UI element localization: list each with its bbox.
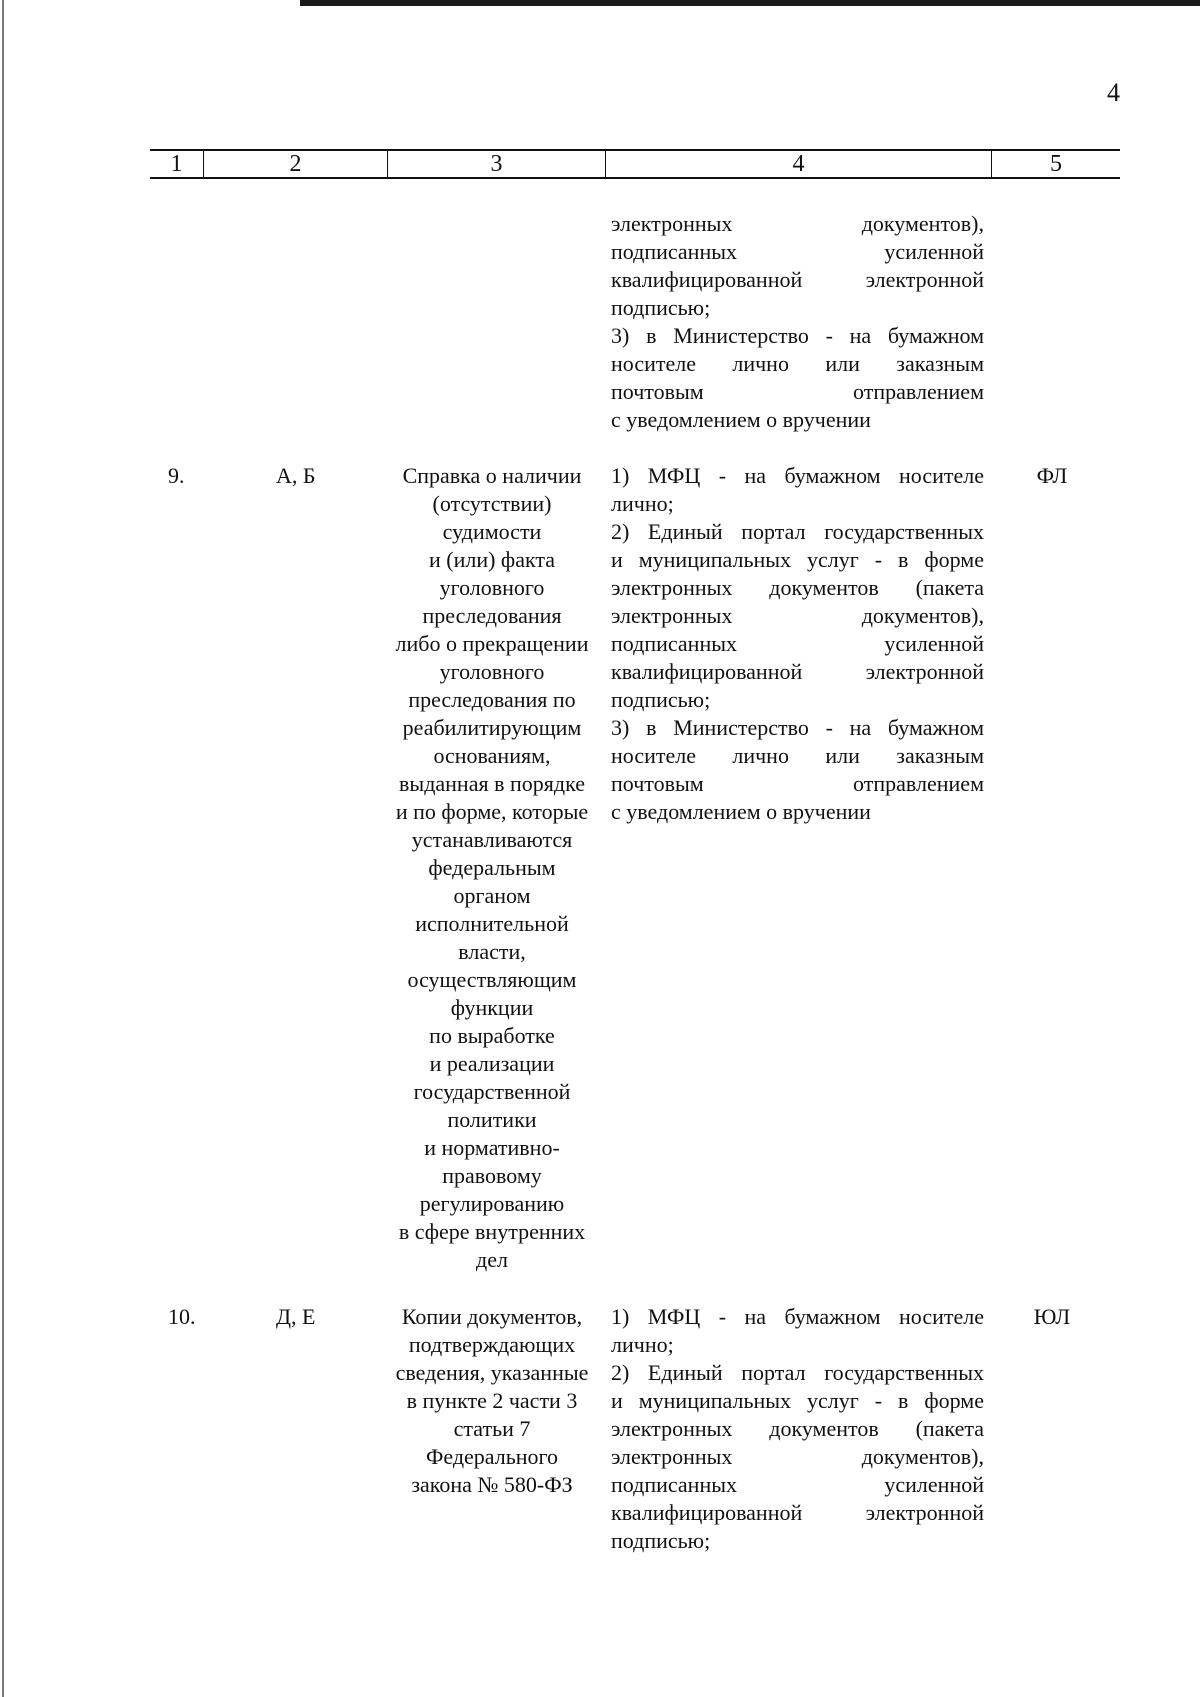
row-10-number: 10. <box>168 1304 196 1329</box>
text-line: исполнительной <box>415 911 569 936</box>
text-line: с уведомлением о вручении <box>611 799 871 824</box>
text-line: Федерального <box>425 1444 559 1469</box>
text-line: в пункте 2 части 3 <box>406 1388 578 1413</box>
text-line: и муниципальных услуг - в форме <box>611 547 984 572</box>
text-line: органом <box>453 883 531 908</box>
text-line: подписью; <box>611 1528 711 1553</box>
text-line: сведения, указанные <box>395 1360 589 1385</box>
text-line: закона № 580-ФЗ <box>411 1472 573 1497</box>
text-line: квалифицированной электронной <box>611 659 984 684</box>
text-line: Копии документов, <box>401 1304 583 1329</box>
text-line: осуществляющим <box>407 967 577 992</box>
text-line: дел <box>476 1247 508 1272</box>
text-line: квалифицированной электронной <box>611 1500 984 1525</box>
text-line: политики <box>447 1107 537 1132</box>
text-line: Справка о наличии <box>402 463 582 488</box>
text-line: почтовым отправлением <box>611 379 984 404</box>
text-line: 3) в Министерство - на бумажном <box>611 323 984 348</box>
text-line: власти, <box>458 939 526 964</box>
text-line: 1) МФЦ - на бумажном носителе <box>611 463 984 488</box>
text-line: устанавливаются <box>411 827 573 852</box>
text-line: подписанных усиленной <box>611 1472 984 1497</box>
text-line: почтовым отправлением <box>611 771 984 796</box>
text-line: реабилитирующим <box>402 715 582 740</box>
row-9-description <box>384 462 600 1274</box>
text-line: и по форме, которые <box>395 799 589 824</box>
row-10-description <box>384 1303 600 1499</box>
header-col-3: 3 <box>387 151 605 177</box>
text-line: 2) Единый портал государственных <box>611 1360 984 1385</box>
text-line: подписанных усиленной <box>611 631 984 656</box>
row-9-applicant: ФЛ <box>1036 463 1068 488</box>
text-line: электронных документов (пакета <box>611 575 984 600</box>
text-line: преследования по <box>408 687 576 712</box>
text-line: 3) в Министерство - на бумажном <box>611 715 984 740</box>
text-line: государственной <box>413 1079 571 1104</box>
text-line: преследования <box>422 603 562 628</box>
page-number: 4 <box>1107 78 1120 107</box>
text-line: правовому <box>442 1163 542 1188</box>
row-10-applicant: ЮЛ <box>1033 1304 1071 1329</box>
text-line: и (или) факта <box>428 547 556 572</box>
header-col-2: 2 <box>203 151 387 177</box>
text-line: либо о прекращении <box>395 631 589 656</box>
text-line: уголовного <box>439 575 545 600</box>
text-line: 2) Единый портал государственных <box>611 519 984 544</box>
text-line: федеральным <box>428 855 556 880</box>
text-line: электронных документов), <box>611 603 984 628</box>
text-line: лично; <box>611 1332 674 1357</box>
text-line: по выработке <box>429 1023 555 1048</box>
text-line: (отсутствии) <box>432 491 552 516</box>
text-line: в сфере внутренних <box>398 1219 586 1244</box>
header-col-4: 4 <box>605 151 991 177</box>
text-line: лично; <box>611 491 674 516</box>
header-col-5: 5 <box>991 151 1120 177</box>
text-line: судимости <box>442 519 542 544</box>
row-9-letters: А, Б <box>276 463 316 488</box>
text-line: подтверждающих <box>408 1332 576 1357</box>
text-line: подписью; <box>611 295 711 320</box>
text-line: носителе лично или заказным <box>611 743 984 768</box>
text-line: подписью; <box>611 687 711 712</box>
text-line: и муниципальных услуг - в форме <box>611 1388 984 1413</box>
text-line: регулированию <box>419 1191 565 1216</box>
text-line: основаниям, <box>433 743 551 768</box>
text-line: статьи 7 <box>453 1416 531 1441</box>
scan-edge-top <box>300 0 1200 6</box>
text-line: и нормативно- <box>424 1135 560 1160</box>
row-9-delivery <box>611 462 984 826</box>
text-line: электронных документов), <box>611 1444 984 1469</box>
text-line: и реализации <box>429 1051 555 1076</box>
row-9-number: 9. <box>168 463 185 488</box>
header-col-1: 1 <box>170 151 183 177</box>
scan-edge-left <box>2 0 4 1697</box>
text-line: функции <box>450 995 534 1020</box>
text-line: носителе лично или заказным <box>611 351 984 376</box>
text-line: 1) МФЦ - на бумажном носителе <box>611 1304 984 1329</box>
text-line: электронных документов (пакета <box>611 1416 984 1441</box>
text-line: подписанных усиленной <box>611 239 984 264</box>
table-row-continuation-delivery <box>611 210 984 434</box>
row-10-letters: Д, Е <box>276 1304 316 1329</box>
text-line: с уведомлением о вручении <box>611 407 871 432</box>
row-10-delivery <box>611 1303 984 1555</box>
text-line: квалифицированной электронной <box>611 267 984 292</box>
text-line: уголовного <box>439 659 545 684</box>
text-line: выданная в порядке <box>399 771 585 796</box>
table-header-row <box>150 149 1120 179</box>
text-line: электронных документов), <box>611 211 984 236</box>
